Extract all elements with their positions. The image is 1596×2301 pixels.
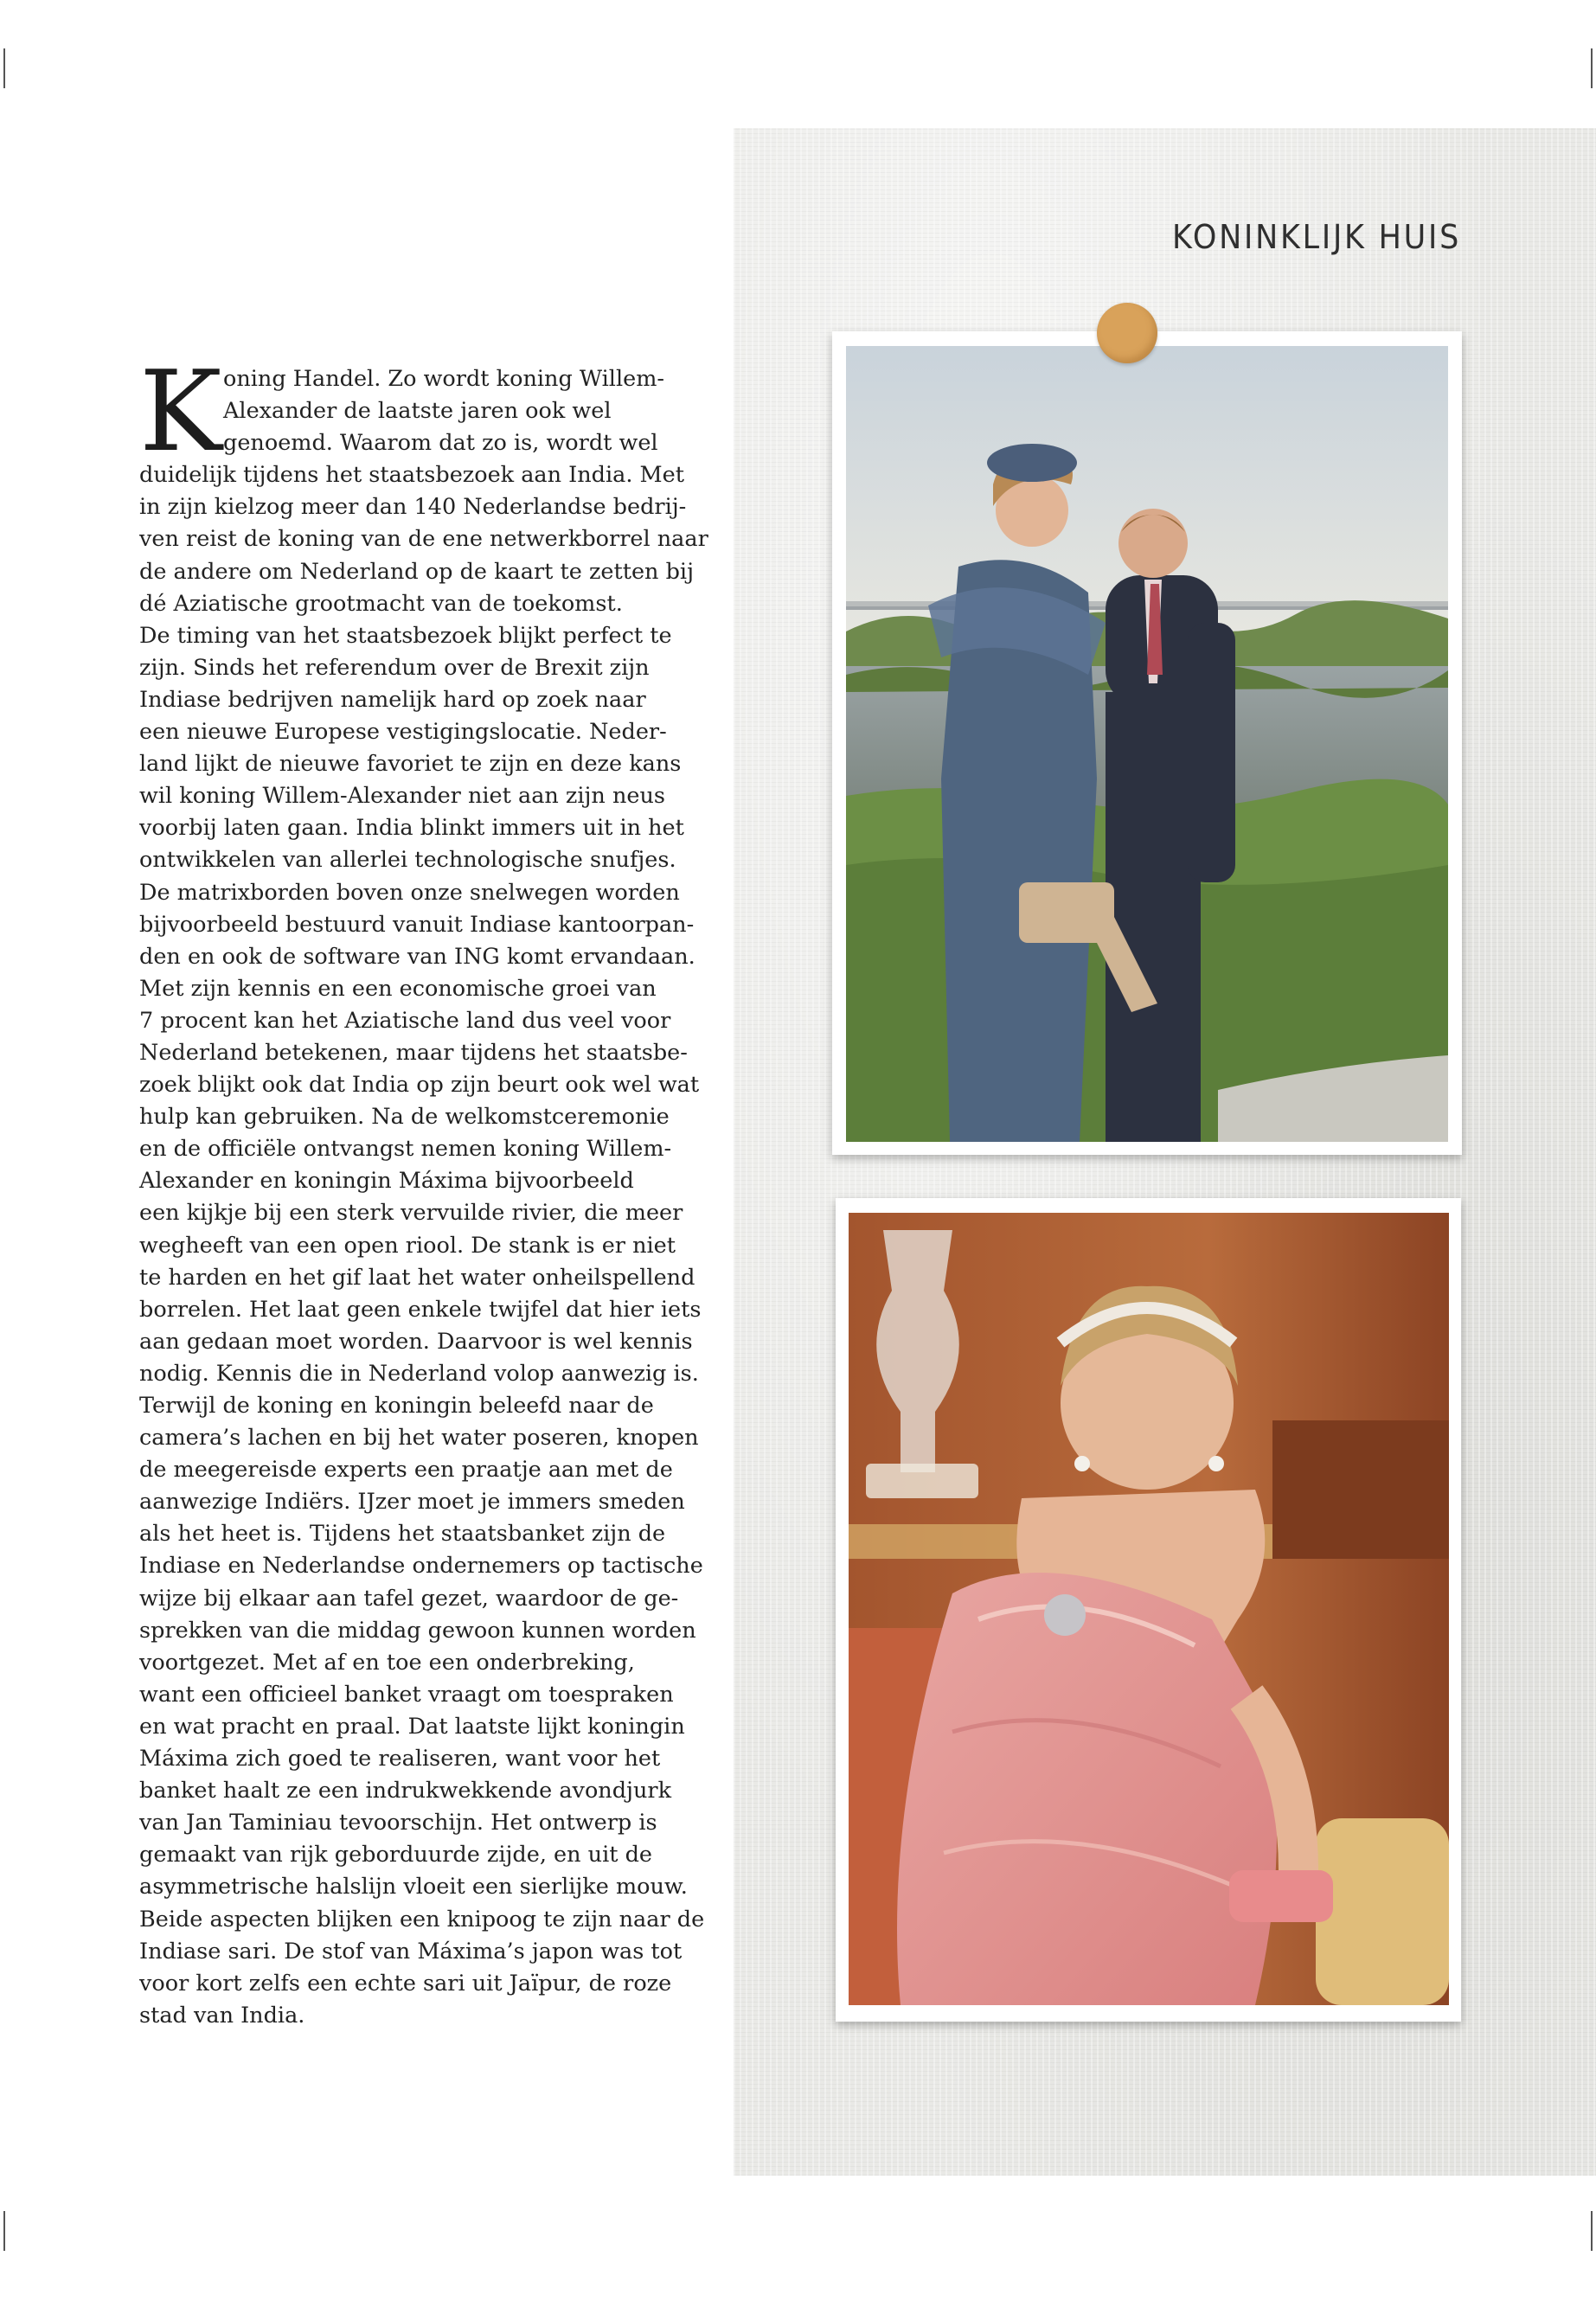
article-line: voortgezet. Met af en toe een onderbreking, (139, 1649, 635, 1676)
thumbtack-pin (1097, 303, 1157, 363)
article-line: Terwijl de koning en koningin beleefd naar de (139, 1393, 654, 1419)
king-and-queen-at-river-icon (846, 346, 1448, 1142)
article-line: want een officieel banket vraagt om toespraken (139, 1681, 674, 1708)
article-line: Máxima zich goed te realiseren, want voor het (139, 1746, 661, 1772)
article-line: Nederland betekenen, maar tijdens het staatsbe- (139, 1039, 688, 1066)
article-line: dé Aziatische grootmacht van de toekomst. (139, 590, 623, 617)
article-line: zoek blijkt ook dat India op zijn beurt ook wel wat (139, 1072, 700, 1099)
crop-mark (3, 48, 5, 88)
article-line: genoemd. Waarom dat zo is, wordt wel (223, 430, 658, 457)
article-line: banket haalt ze een indrukwekkende avondjurk (139, 1778, 672, 1804)
article-line: Met zijn kennis en een economische groei van (139, 975, 657, 1002)
article-line: Beide aspecten blijken een knipoog te zijn naar de (139, 1906, 705, 1932)
river-visit-photo (832, 331, 1462, 1155)
crop-mark (1591, 2211, 1593, 2251)
article-line: stad van India. (139, 2002, 305, 2029)
article-line: asymmetrische halslijn vloeit een sierlijke mouw. (139, 1874, 688, 1900)
article-line: camera’s lachen en bij het water poseren, knopen (139, 1425, 699, 1452)
article-line: gemaakt van rijk geborduurde zijde, en uit de (139, 1842, 652, 1868)
river-visit-image (846, 346, 1448, 1142)
article-line: te harden en het gif laat het water onheilspellend (139, 1264, 695, 1291)
article-line: Indiase sari. De stof van Máxima’s japon was tot (139, 1938, 683, 1965)
article-line: een kijkje bij een sterk vervuilde rivier, die meer (139, 1200, 683, 1227)
article-line: voorbij laten gaan. India blinkt immers uit in het (139, 815, 684, 842)
section-label: KONINKLIJK HUIS (1172, 218, 1461, 256)
drop-cap: K (139, 348, 222, 477)
queen-in-pink-gown-icon (849, 1213, 1449, 2005)
article-line: van Jan Taminiau tevoorschijn. Het ontwerp is (139, 1810, 657, 1836)
article-line: Indiase bedrijven namelijk hard op zoek naar (139, 686, 646, 713)
article-line: de andere om Nederland op de kaart te zetten bij (139, 558, 694, 585)
state-banquet-photo (836, 1198, 1461, 2022)
article-line: sprekken van die middag gewoon kunnen worden (139, 1617, 696, 1644)
article-line: wil koning Willem-Alexander niet aan zijn neus (139, 783, 665, 810)
article-line: Alexander en koningin Máxima bijvoorbeeld (139, 1168, 634, 1195)
article-line: een nieuwe Europese vestigingslocatie. Neder- (139, 719, 667, 746)
article-line: ven reist de koning van de ene netwerkborrel naar (139, 526, 708, 553)
article-line: aanwezige Indiërs. IJzer moet je immers smeden (139, 1489, 685, 1516)
article-line: wegheeft van een open riool. De stank is er niet (139, 1232, 676, 1259)
article-line: De timing van het staatsbezoek blijkt perfect te (139, 622, 672, 649)
article-line: zijn. Sinds het referendum over de Brexit zijn (139, 654, 650, 681)
article-line: den en ook de software van ING komt ervandaan. (139, 943, 695, 970)
article-line: voor kort zelfs een echte sari uit Jaïpur, de roze (139, 1970, 672, 1997)
article-line: Indiase en Nederlandse ondernemers op tactische (139, 1553, 703, 1580)
article-line: wijze bij elkaar aan tafel gezet, waardoor de ge- (139, 1585, 679, 1612)
article-line: in zijn kielzog meer dan 140 Nederlandse bedrij- (139, 494, 687, 521)
article-line: de meegereisde experts een praatje aan met de (139, 1457, 673, 1484)
state-banquet-image (849, 1213, 1449, 2005)
crop-mark (1591, 48, 1593, 88)
article-line: 7 procent kan het Aziatische land dus veel voor (139, 1007, 671, 1034)
article-line: nodig. Kennis die in Nederland volop aanwezig is. (139, 1360, 699, 1387)
article-line: land lijkt de nieuwe favoriet te zijn en deze kans (139, 751, 682, 778)
article-line: bijvoorbeeld bestuurd vanuit Indiase kantoorpan- (139, 911, 695, 938)
article-line: Alexander de laatste jaren ook wel (223, 398, 612, 425)
article-line: borrelen. Het laat geen enkele twijfel dat hier iets (139, 1296, 702, 1323)
article-line: ontwikkelen van allerlei technologische snufjes. (139, 847, 676, 874)
article-line: De matrixborden boven onze snelwegen worden (139, 879, 680, 906)
article-body (139, 348, 708, 2032)
crop-mark (3, 2211, 5, 2251)
article-line: aan gedaan moet worden. Daarvoor is wel kennis (139, 1328, 693, 1355)
article-line: hulp kan gebruiken. Na de welkomstceremonie (139, 1104, 670, 1131)
article-line: duidelijk tijdens het staatsbezoek aan India. Met (139, 462, 684, 489)
article-line: en de officiële ontvangst nemen koning Willem- (139, 1136, 672, 1163)
article-line: en wat pracht en praal. Dat laatste lijkt koningin (139, 1713, 685, 1740)
article-line: oning Handel. Zo wordt koning Willem- (223, 366, 664, 392)
article-line: als het heet is. Tijdens het staatsbanket zijn de (139, 1521, 666, 1548)
